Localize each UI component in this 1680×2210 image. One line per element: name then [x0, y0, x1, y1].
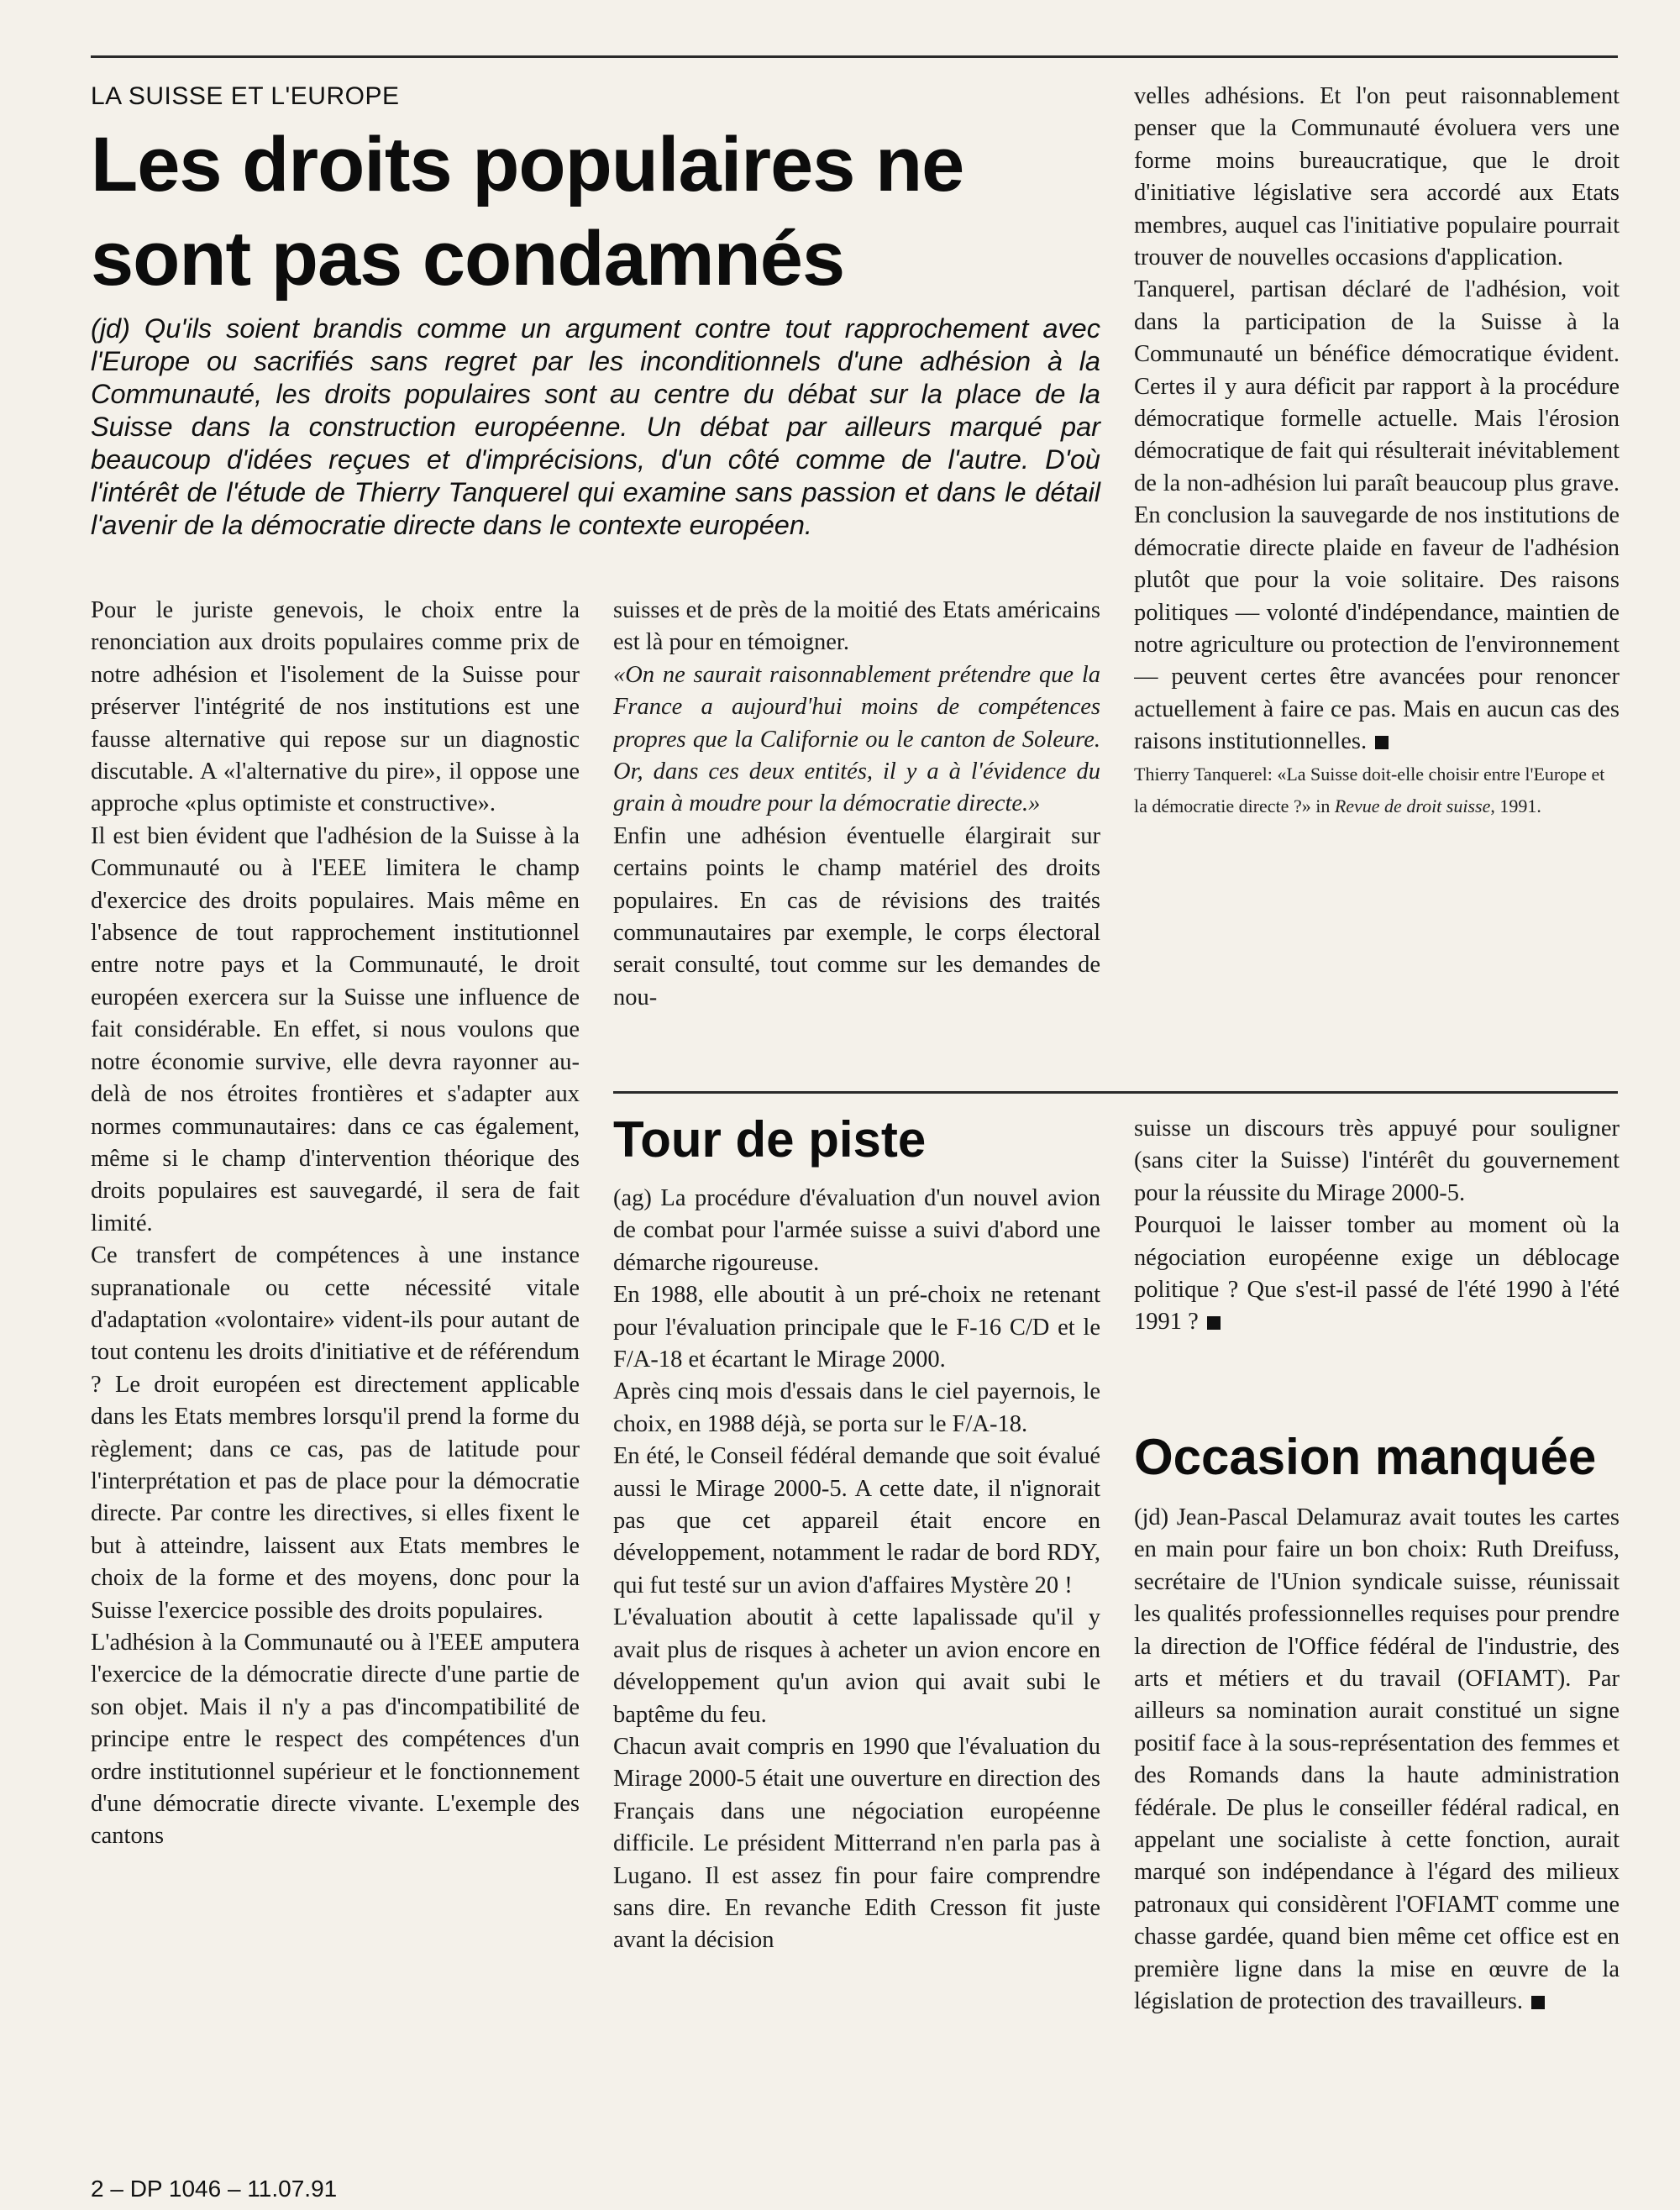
- paragraph: Après cinq mois d'essais dans le ciel payernois, le choix, en 1988 déjà, se porta sur le F/A-18.: [613, 1378, 1100, 1437]
- article-column-3: [1134, 81, 1620, 1047]
- paragraph: suisse un discours très appuyé pour souligner (sans citer la Suisse) l'intérêt du gouvernement pour la réussite du Mirage 2000-5.: [1134, 1115, 1620, 1206]
- end-mark-icon: [1531, 1996, 1545, 2009]
- quote-paragraph: «On ne saurait raisonnablement prétendre que la France a aujourd'hui moins de compétences propres que la Californie ou le canton de Soleure. Or, dans ces deux entités, il y a à l'évidence du grain à moudre pour la démocratie directe.»: [613, 661, 1100, 817]
- article-headline: Les droits populaires ne sont pas condamnés: [91, 122, 964, 302]
- end-mark-icon: [1375, 736, 1389, 749]
- paragraph: L'évaluation aboutit à cette lapalissade qu'il y avait plus de risques à acheter un avion encore en développement qu'un avion qui avait subi le baptême du feu.: [613, 1604, 1100, 1728]
- paragraph: Chacun avait compris en 1990 que l'évaluation du Mirage 2000-5 était une ouverture en direction des Français dans une négociation européenne difficile. Le président Mitterrand n'en parla pas à Lugano. Il est assez fin pour faire comprendre sans dire. En revanche Edith Cresson fit juste avant la décision: [613, 1733, 1100, 1954]
- tour-de-piste-title: Tour de piste: [613, 1111, 927, 1168]
- paragraph: L'adhésion à la Communauté ou à l'EEE amputera l'exercice de la démocratie directe d'une partie de son objet. Mais il n'y a pas d'incompatibilité de principe entre le respect des compétences d'un ordre institutionnel supérieur et le fonctionnement d'une démocratie directe vivante. L'exemple des cantons: [91, 1630, 580, 1850]
- article-column-2: [613, 595, 1100, 1048]
- source-citation: Thierry Tanquerel: «La Suisse doit-elle choisir entre l'Europe et la démocratie directe ?» in Revue de droit suisse, 1991.: [1134, 763, 1605, 816]
- paragraph: velles adhésions. Et l'on peut raisonnablement penser que la Communauté évoluera vers une forme moins bureaucratique, que le droit d'initiative législative sera accordé aux Etats membres, auquel cas l'initiative populaire pourrait trouver de nouvelles occasions d'application.: [1134, 83, 1620, 271]
- paragraph: (ag) La procédure d'évaluation d'un nouvel avion de combat pour l'armée suisse a suivi d'abord une démarche rigoureuse.: [613, 1185, 1100, 1276]
- paragraph: Il est bien évident que l'adhésion de la Suisse à la Communauté ou à l'EEE limitera le champ d'exercice des droits populaires. Mais même en l'absence de tout rapprochement institutionnel entre notre pays et la Communauté, le droit européen exercera sur la Suisse une influence de fait considérable. En effet, si nous voulons que notre économie survive, elle devra rayonner au-delà de nos étroites frontières et s'adapter aux normes communautaires: dans ce cas également, même si le champ d'intervention théorique des droits populaires est sauvegardé, il sera de fait limité.: [91, 822, 580, 1236]
- paragraph: En 1988, elle aboutit à un pré-choix ne retenant pour l'évaluation principale que le F-16 C/D et le F/A-18 et écartant le Mirage 2000.: [613, 1282, 1100, 1373]
- occasion-manquee-title: Occasion manquée: [1134, 1429, 1597, 1485]
- end-mark-icon: [1207, 1316, 1221, 1330]
- tour-de-piste-column-2: [1134, 1113, 1620, 1399]
- occasion-manquee-body: [1134, 1502, 1620, 2157]
- paragraph: Tanquerel, partisan déclaré de l'adhésion, voit dans la participation de la Suisse à la Communauté un bénéfice démocratique évident. Certes il y aura déficit par rapport à la procédure démocratique formelle actuelle. Mais l'érosion démocratique de fait qui résulterait inévitablement de la non-adhésion lui paraît beaucoup plus grave. En conclusion la sauvegarde de nos institutions de démocratie directe plaide en faveur de l'adhésion plutôt que pour la voie solitaire. Des raisons politiques — volonté d'indépendance, maintien de notre agriculture ou protection de l'environnement — peuvent certes être avancées pour renoncer actuellement à faire ce pas. Mais en aucun cas des raisons institutionnelles.: [1134, 276, 1620, 755]
- tour-de-piste-column-1: [613, 1183, 1100, 2157]
- paragraph: Enfin une adhésion éventuelle élargirait sur certains points le champ matériel des droits populaires. En cas de révisions des traités communautaires par exemple, le corps électoral serait consulté, tout comme sur les demandes de nou-: [613, 822, 1100, 1011]
- paragraph: Pourquoi le laisser tomber au moment où la négociation européenne exige un déblocage politique ? Que s'est-il passé de l'été 1990 à l'été 1991 ?: [1134, 1212, 1620, 1336]
- paragraph: Ce transfert de compétences à une instance supranationale ou cette nécessité vitale d'adaptation «volontaire» vident-ils pour autant de tout contenu les droits d'initiative et de référendum ? Le droit européen est directement applicable dans les Etats membres lorsqu'il prend la forme du règlement; dans ce cas, pas de latitude pour l'interprétation et pas de place pour la démocratie directe. Par contre les directives, si elles fixent le but à atteindre, laissent aux Etats membres le choix de la forme et des moyens, donc pour la Suisse l'exercice possible des droits populaires.: [91, 1242, 580, 1624]
- paragraph: En été, le Conseil fédéral demande que soit évalué aussi le Mirage 2000-5. A cette date, il n'ignorait pas que cet appareil était encore en développement, notamment le radar de bord RDY, qui fut testé sur un avion d'affaires Mystère 20 !: [613, 1443, 1100, 1598]
- paragraph: suisses et de près de la moitié des Etats américains est là pour en témoigner.: [613, 597, 1100, 656]
- paragraph: Pour le juriste genevois, le choix entre la renonciation aux droits populaires comme prix de notre adhésion et l'isolement de la Suisse pour préserver l'intégrité de nos institutions est une fausse alternative qui repose sur un diagnostic discutable. A «l'alternative du pire», il oppose une approche «plus optimiste et constructive».: [91, 597, 580, 817]
- article-lead: (jd) Qu'ils soient brandis comme un argument contre tout rapprochement avec l'Europe ou sacrifiés sans regret par les inconditionnels d'une adhésion à la Communauté, les droits populaires sont au centre du débat sur la place de la Suisse dans la construction européenne. Un débat par ailleurs marqué par beaucoup d'idées reçues et d'imprécisions, d'un côté comme de l'autre. D'où l'intérêt de l'étude de Thierry Tanquerel qui examine sans passion et dans le détail l'avenir de la démocratie directe dans le contexte européen.: [91, 313, 1100, 540]
- section-rule: [613, 1091, 1618, 1094]
- article-column-1: [91, 595, 580, 2153]
- top-rule: [91, 55, 1618, 58]
- article-kicker: LA SUISSE ET L'EUROPE: [91, 82, 400, 110]
- page-footer: 2 – DP 1046 – 11.07.91: [91, 2176, 338, 2202]
- paragraph: (jd) Jean-Pascal Delamuraz avait toutes les cartes en main pour faire un bon choix: Ruth Dreifuss, secrétaire de l'Union syndicale suisse, réunissait les qualités professionnelles requises pour prendre la direction de l'Office fédéral de l'industrie, des arts et métiers et du travail (OFIAMT). Par ailleurs sa nomination aurait constitué un signe positif face à la sous-représentation des femmes et des Romands dans la haute administration fédérale. De plus le conseiller fédéral radical, en appelant une socialiste à cette fonction, aurait marqué son indépendance à l'égard des milieux patronaux qui considèrent l'OFIAMT comme une chasse gardée, quand bien même cet office est en première ligne dans la mise en œuvre de la législation de protection des travailleurs.: [1134, 1504, 1620, 2015]
